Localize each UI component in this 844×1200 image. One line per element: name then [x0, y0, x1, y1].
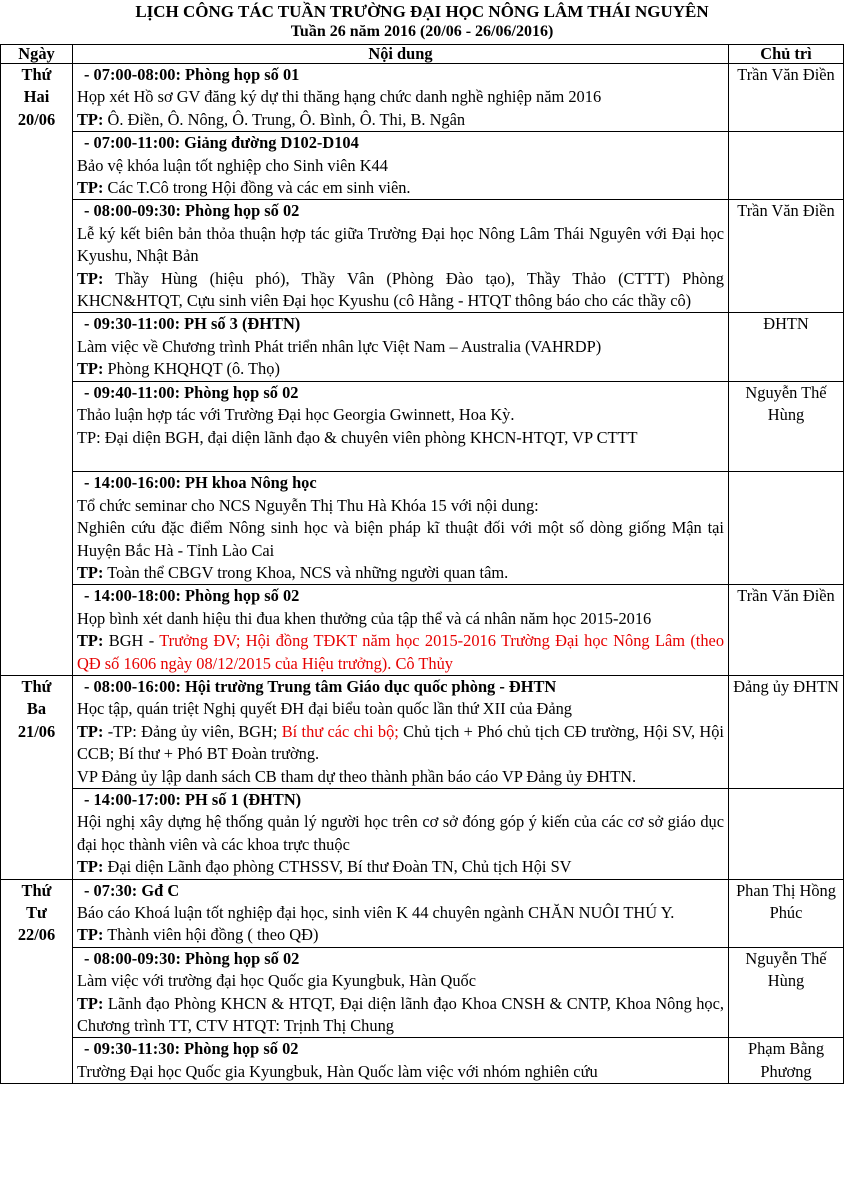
entry-chair: Trần Văn Điền [729, 200, 844, 313]
entry-content [73, 313, 729, 381]
table-row [1, 472, 844, 585]
entry-chair [729, 788, 844, 879]
entry-chair: Đảng ủy ĐHTN [729, 675, 844, 788]
entry-content [73, 200, 729, 313]
entry-participants: Thành viên hội đồng ( theo QĐ) [103, 925, 319, 945]
entry-participants: Đại diện Lãnh đạo phòng CTHSSV, Bí thư Đoàn TN, Chủ tịch Hội SV [103, 857, 572, 877]
participants-label: TP: [77, 631, 104, 651]
entry-description: Báo cáo Khoá luận tốt nghiệp đại học, sinh viên K 44 chuyên ngành CHĂN NUÔI THÚ Y. [77, 903, 675, 923]
entry-description: Thảo luận hợp tác với Trường Đại học Georgia Gwinnett, Hoa Kỳ. [77, 405, 515, 425]
entry-participants: Phòng KHQHQT (ô. Thọ) [103, 359, 280, 379]
entry-time: - 09:30-11:30: Phòng họp số 02 [84, 1039, 299, 1059]
entry-participants: Toàn thể CBGV trong Khoa, NCS và những người quan tâm. [103, 562, 509, 582]
entry-description: Họp bình xét danh hiệu thi đua khen thưởng của tập thể và cá nhân năm học 2015-2016 [77, 608, 652, 628]
entry-description: Hội nghị xây dựng hệ thống quản lý người học trên cơ sở đóng góp ý kiến của các cơ sở giáo dục đại học thành viên và các khoa trực thuộc [77, 812, 724, 854]
entry-time: - 14:00-18:00: Phòng họp số 02 [84, 586, 300, 606]
entry-description: Tổ chức seminar cho NCS Nguyễn Thị Thu Hà Khóa 15 với nội dung: [77, 495, 539, 515]
entry-content [73, 381, 729, 472]
entry-participants: Thầy Hùng (hiệu phó), Thầy Vân (Phòng Đào tạo), Thầy Thảo (CTTT) Phòng KHCN&HTQT, Cựu sinh viên Đại học Kyushu (cô Hằng - HTQT thông báo cho các thầy cô) [77, 268, 724, 311]
participants-label: TP: [77, 993, 104, 1013]
entry-participants: Các T.Cô trong Hội đồng và các em sinh viên. [103, 178, 411, 198]
entry-description: Họp xét Hồ sơ GV đăng ký dự thi thăng hạng chức danh nghề nghiệp năm 2016 [77, 87, 602, 107]
entry-content [73, 788, 729, 879]
participants-label: TP: [77, 268, 104, 288]
entry-time: - 07:00-08:00: Phòng họp số 01 [84, 65, 300, 84]
entry-note: VP Đảng ủy lập danh sách CB tham dự theo thành phần báo cáo VP Đảng ủy ĐHTN. [77, 766, 637, 786]
entry-content [73, 585, 729, 676]
entry-time: - 08:00-16:00: Hội trường Trung tâm Giáo dục quốc phòng - ĐHTN [84, 676, 557, 696]
entry-description: Làm việc với trường đại học Quốc gia Kyungbuk, Hàn Quốc [77, 971, 477, 991]
entry-content [73, 64, 729, 132]
entry-time: - 14:00-16:00: PH khoa Nông học [84, 473, 317, 493]
entry-time: - 07:00-11:00: Giảng đường D102-D104 [84, 133, 359, 153]
table-row [1, 132, 844, 200]
entry-chair: Nguyễn Thế Hùng [729, 381, 844, 472]
table-row [1, 879, 844, 947]
entry-chair: ĐHTN [729, 313, 844, 381]
document-header [0, 0, 844, 44]
column-header-content: Nội dung [73, 45, 729, 64]
document-title: LỊCH CÔNG TÁC TUẦN TRƯỜNG ĐẠI HỌC NÔNG LÂM THÁI NGUYÊN [135, 2, 709, 21]
table-row [1, 788, 844, 879]
participants-label: TP: [77, 562, 104, 582]
table-row [1, 947, 844, 1038]
entry-participants: TP: Đại diện BGH, đại diện lãnh đạo & chuyên viên phòng KHCN-HTQT, VP CTTT [77, 427, 638, 447]
column-header-day: Ngày [1, 45, 73, 64]
entry-chair: Phạm Bằng Phương [729, 1038, 844, 1084]
entry-time: - 08:00-09:30: Phòng họp số 02 [84, 201, 300, 221]
day-cell-monday: Thứ Hai 20/06 [1, 64, 73, 676]
participants-label: TP: [77, 109, 104, 129]
entry-time: - 08:00-09:30: Phòng họp số 02 [84, 948, 300, 968]
entry-participants: Ô. Điền, Ô. Nông, Ô. Trung, Ô. Bình, Ô. Thi, B. Ngân [103, 109, 466, 129]
table-row [1, 1038, 844, 1084]
entry-description: Làm việc về Chương trình Phát triển nhân lực Việt Nam – Australia (VAHRDP) [77, 336, 602, 356]
column-header-chair: Chủ trì [729, 45, 844, 64]
entry-content [73, 879, 729, 947]
document-subtitle: Tuần 26 năm 2016 (20/06 - 26/06/2016) [290, 23, 554, 40]
entry-content [73, 947, 729, 1038]
participants-label: TP: [77, 925, 104, 945]
participants-label: TP: [77, 857, 104, 877]
entry-content [73, 472, 729, 585]
entry-description: Trường Đại học Quốc gia Kyungbuk, Hàn Quốc làm việc với nhóm nghiên cứu [77, 1061, 598, 1081]
entry-description: Bảo vệ khóa luận tốt nghiệp cho Sinh viên K44 [77, 155, 388, 175]
entry-description: Lễ ký kết biên bản thỏa thuận hợp tác giữa Trường Đại học Nông Lâm Thái Nguyên với Đại học Kyushu, Nhật Bản [77, 223, 724, 266]
table-header-row [1, 45, 844, 64]
table-row [1, 64, 844, 132]
entry-participants-highlight: Trưởng ĐV; Hội đồng TĐKT năm học 2015-2016 Trường Đại học Nông Lâm (theo QĐ số 1606 ngày 08/12/2015 của Hiệu trưởng). Cô Thủy [77, 631, 725, 673]
participants-label: TP: [77, 721, 104, 741]
table-row [1, 675, 844, 788]
entry-time: - 07:30: Gđ C [84, 880, 180, 900]
entry-content [73, 1038, 729, 1084]
entry-participants-rest: Chủ tịch + Phó chủ tịch CĐ trường, Hội SV, Hội CCB; Bí thư + Phó BT Đoàn trường. [77, 721, 724, 764]
participants-label: TP: [77, 178, 104, 198]
schedule-table [0, 44, 844, 1084]
participants-label: TP: [77, 359, 104, 379]
entry-time: - 09:30-11:00: PH số 3 (ĐHTN) [84, 314, 301, 334]
entry-chair [729, 132, 844, 200]
entry-topic: Nghiên cứu đặc điểm Nông sinh học và biện pháp kĩ thuật đối với một số dòng giống Mận tại Huyện Bắc Hà - Tỉnh Lào Cai [77, 518, 724, 560]
entry-chair [729, 472, 844, 585]
table-row [1, 313, 844, 381]
entry-participants: BGH - [103, 631, 160, 651]
entry-participants-highlight: Bí thư các chi bộ; [281, 721, 399, 741]
entry-chair: Trần Văn Điền [729, 64, 844, 132]
entry-time: - 09:40-11:00: Phòng họp số 02 [84, 382, 299, 402]
entry-participants: -TP: Đảng ủy viên, BGH; [103, 721, 282, 741]
entry-content [73, 675, 729, 788]
entry-description: Học tập, quán triệt Nghị quyết ĐH đại biểu toàn quốc lần thứ XII của Đảng [77, 699, 573, 719]
day-cell-tuesday: Thứ Ba 21/06 [1, 675, 73, 879]
entry-content [73, 132, 729, 200]
entry-time: - 14:00-17:00: PH số 1 (ĐHTN) [84, 789, 302, 809]
entry-chair: Trần Văn Điền [729, 585, 844, 676]
entry-participants: Lãnh đạo Phòng KHCN & HTQT, Đại diện lãnh đạo Khoa CNSH & CNTP, Khoa Nông học, Chương trình TT, CTV HTQT: Trịnh Thị Chung [77, 993, 724, 1036]
table-row [1, 381, 844, 472]
table-row [1, 200, 844, 313]
day-cell-wednesday: Thứ Tư 22/06 [1, 879, 73, 1084]
entry-chair: Phan Thị Hồng Phúc [729, 879, 844, 947]
entry-chair: Nguyễn Thế Hùng [729, 947, 844, 1038]
table-row [1, 585, 844, 676]
